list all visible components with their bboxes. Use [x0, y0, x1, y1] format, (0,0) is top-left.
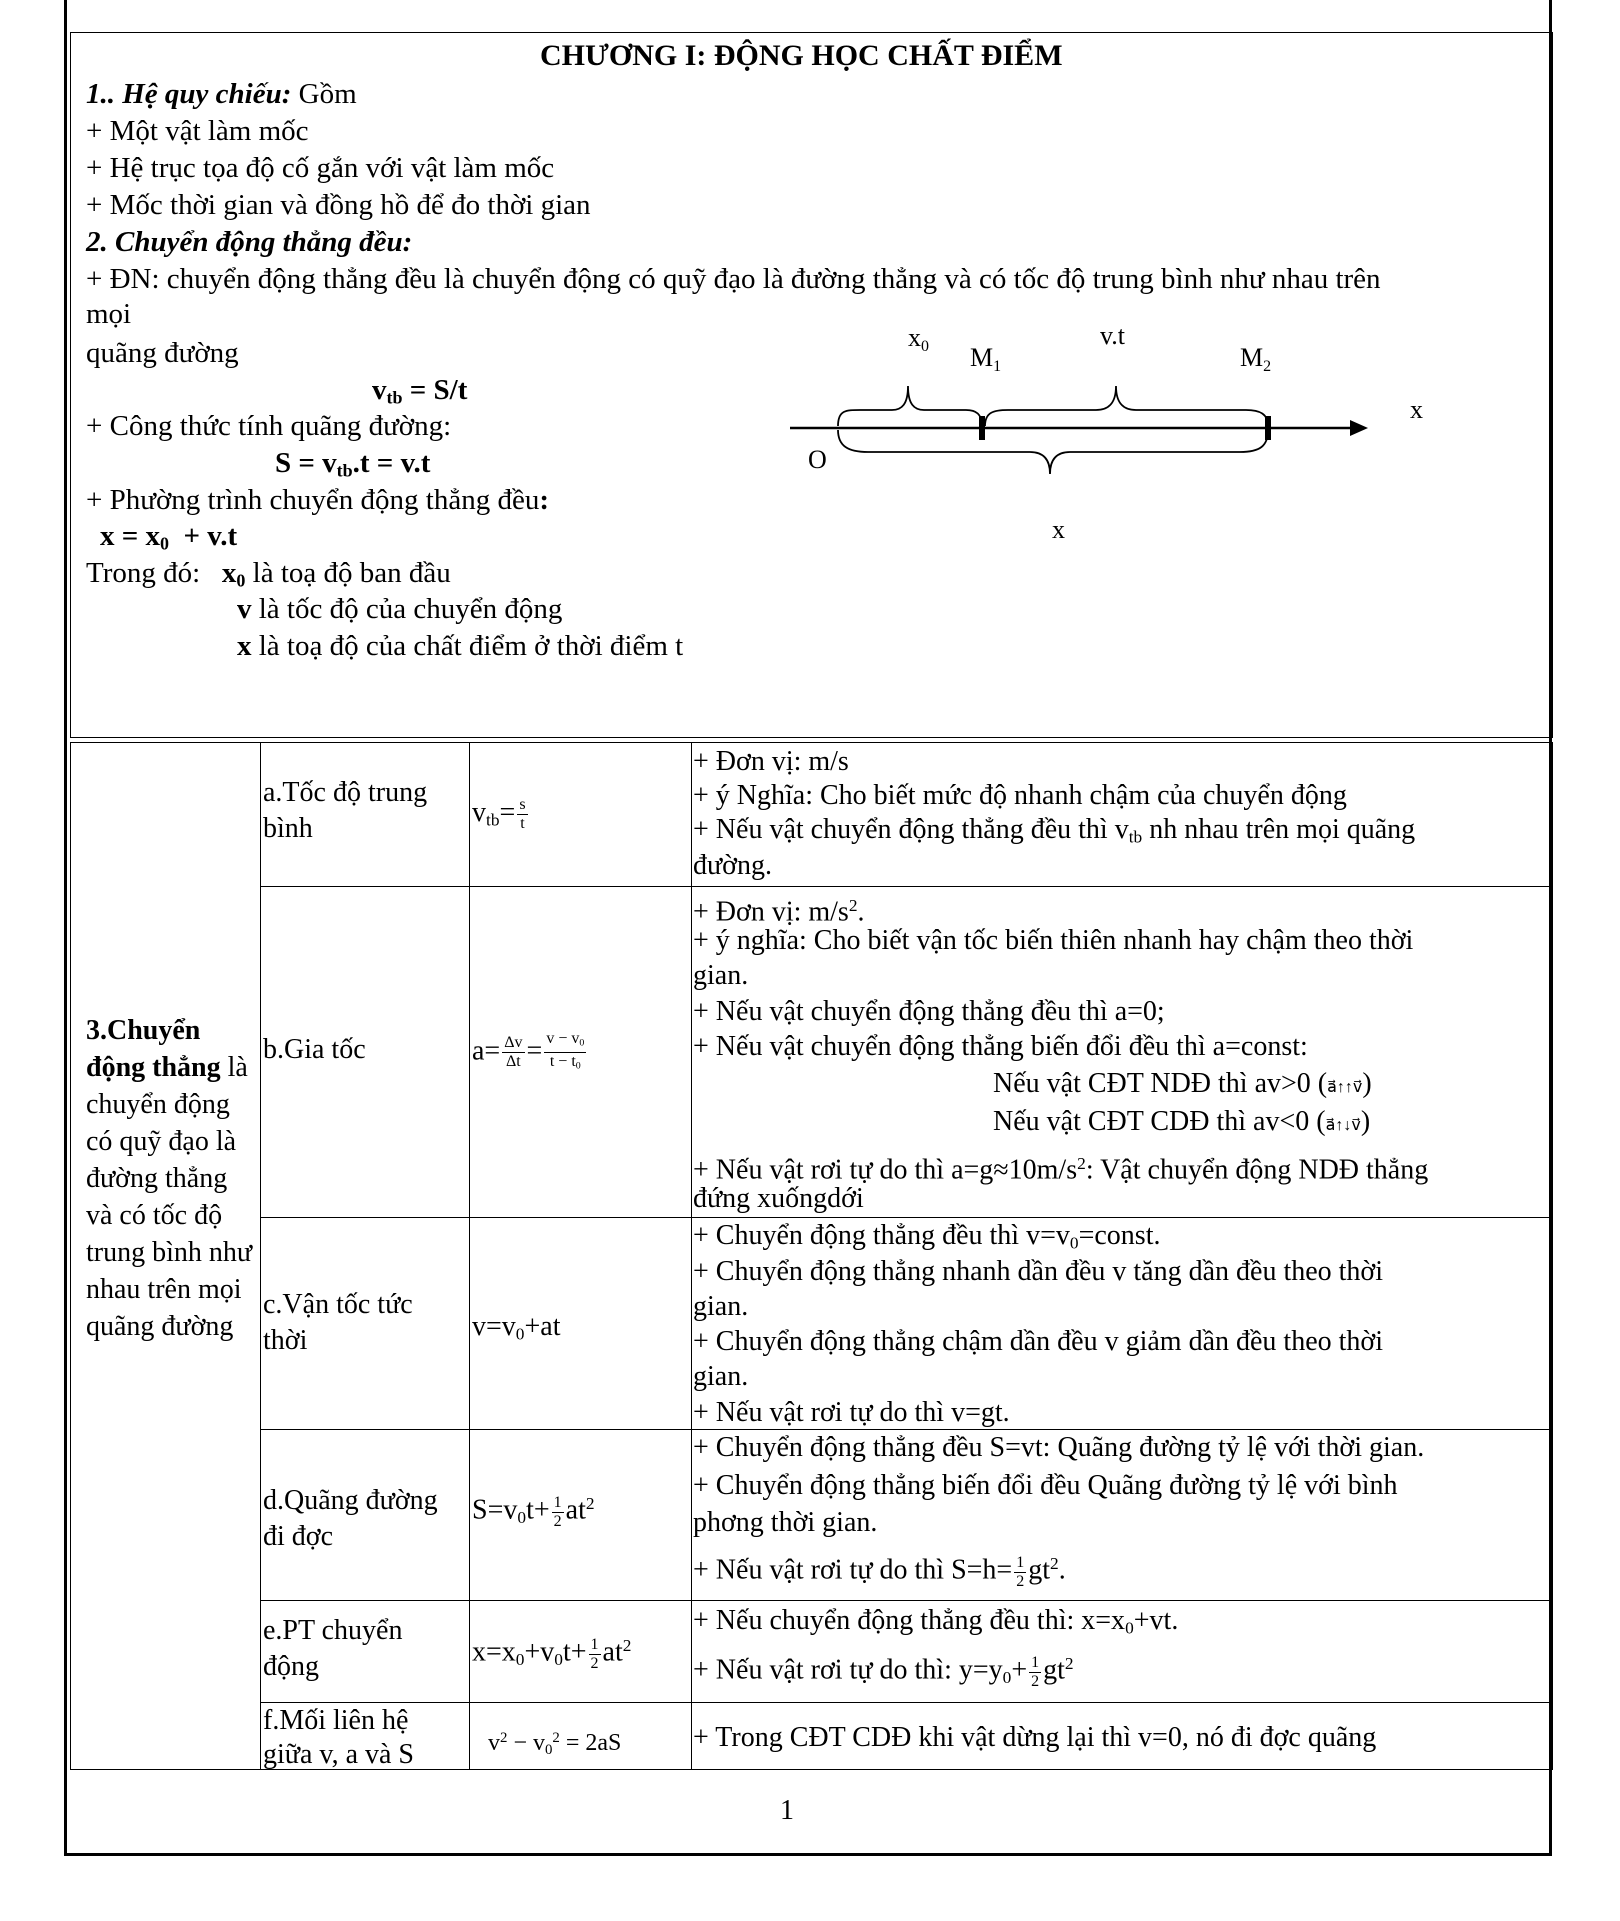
- row-b-line: Nếu vật CĐT CDĐ thì av<0 (a⃗↑↓v⃗): [993, 1106, 1371, 1137]
- label-axis: x: [1410, 395, 1423, 424]
- row-b-line: + Nếu vật chuyển động thẳng đều thì a=0;: [693, 996, 1165, 1027]
- label-origin: O: [808, 445, 827, 474]
- row-c-line: + Chuyển động thẳng đều thì $v=v_0=const$.: [693, 1220, 1161, 1253]
- row-b-line: + ý nghĩa: Cho biết vận tốc biến thiên nhanh hay chậm theo thời: [693, 925, 1414, 956]
- row-a-line: + Nếu vật chuyển động thẳng đều thì $v_{tb}$ nh nhau trên mọi quãng: [693, 814, 1416, 847]
- row-b-line: Nếu vật CĐT NDĐ thì av>0 (a⃗↑↑v⃗): [993, 1068, 1372, 1099]
- formula-b: a= $\frac{\Delta v}{\Delta t}$ = $\frac{v - v_0}{t - t_0}$: [472, 1030, 585, 1072]
- label-x0: x0: [908, 323, 929, 355]
- frame-item: + Hệ trục tọa độ cố gắn với vật làm mốc: [86, 152, 555, 184]
- formula-c: $v=v_0+at$: [472, 1311, 561, 1344]
- brace-vt: [985, 386, 1268, 426]
- row-name-a: a.Tốc độ trung bình: [263, 777, 428, 844]
- row-b-line: đứng xuốngdới: [693, 1183, 864, 1214]
- formula-vtb: $v_{tb} = S/t$: [372, 374, 468, 408]
- row-c-line: + Nếu vật rơi tự do thì v=gt.: [693, 1397, 1010, 1428]
- where-x: x là toạ độ của chất điểm ở thời điểm t: [237, 630, 684, 662]
- row-b-line: gian.: [693, 960, 749, 991]
- formula-s: $S = v_{tb}.t = v.t$: [275, 447, 431, 481]
- frame-heading: 1.. Hệ quy chiếu: Gồm: [86, 78, 357, 110]
- where-v: v là tốc độ của chuyển động: [237, 593, 563, 625]
- row-d-line: phơng thời gian.: [693, 1507, 878, 1538]
- brace-x0: [838, 386, 982, 426]
- row-header: 3.Chuyển động thẳng là chuyển động có quỹ đạo là đường thẳng và có tốc độ trung bình như nhau trên mọi quãng đường: [86, 1015, 253, 1342]
- motion-diagram: [770, 316, 1470, 556]
- row-e-line: + Nếu vật rơi tự do thì: $y=y_0+$ $\frac{1}{2}$ $gt^2$: [693, 1653, 1074, 1690]
- row-d-line: + Nếu vật rơi tự do thì S=h= $\frac{1}{2}$ $gt^2$.: [693, 1553, 1066, 1590]
- row-c-line: gian.: [693, 1291, 749, 1322]
- row-name-f: f.Mối liên hệ giữa v, a và S: [263, 1705, 414, 1770]
- formula-d: $S=v_0t+$ $\frac{1}{2}$ $at^2$: [472, 1493, 595, 1530]
- formula-e: $x=x_0+v_0t+$ $\frac{1}{2}$ $at^2$: [472, 1635, 632, 1672]
- row-c-line: + Chuyển động thẳng nhanh dần đều v tăng dần đều theo thời: [693, 1256, 1384, 1287]
- row-c-line: + Chuyển động thẳng chậm dần đều v giảm dần đều theo thời: [693, 1326, 1384, 1357]
- row-a-line: + ý Nghĩa: Cho biết mức độ nhanh chậm của chuyển động: [693, 780, 1347, 811]
- label-m1: M1: [970, 343, 1002, 375]
- row-e-line: + Nếu chuyển động thẳng đều thì: $x=x_0+vt$.: [693, 1605, 1179, 1638]
- label-m2: M2: [1240, 343, 1272, 375]
- row-c-line: gian.: [693, 1361, 749, 1392]
- row-b-line: + Nếu vật rơi tự do thì $a=g\approx 10m/s^2$: Vật chuyển động NDĐ thẳng: [693, 1154, 1429, 1186]
- label-x-total: x: [1052, 515, 1065, 544]
- where-x0: Trong đó: $x_0$ là toạ độ ban đầu: [86, 557, 451, 591]
- uniform-motion-heading: 2. Chuyển động thẳng đều:: [86, 226, 413, 258]
- axis-arrow-icon: [1350, 420, 1368, 436]
- equation-label: + Phường trình chuyển động thẳng đều:: [86, 484, 550, 516]
- row-d-line: + Chuyển động thẳng biến đổi đều Quãng đường tỷ lệ với bình: [693, 1470, 1398, 1501]
- row-f-line: + Trong CĐT CDĐ khi vật dừng lại thì v=0, nó đi đợc quãng: [693, 1722, 1377, 1753]
- row-name-b: b.Gia tốc: [263, 1034, 366, 1065]
- row-name-c: c.Vận tốc tức thời: [263, 1289, 413, 1356]
- row-d-line: + Chuyển động thẳng đều S=vt: Quãng đường tỷ lệ với thời gian.: [693, 1432, 1425, 1463]
- formula-a: $v_{tb}=$ $\frac{s}{t}$: [472, 796, 526, 833]
- definition-line: + ĐN: chuyển động thẳng đều là chuyển động có quỹ đạo là đường thẳng và có tốc độ trung bình như nhau trên: [86, 263, 1381, 295]
- page-number: 1: [780, 1795, 794, 1826]
- frame-item: + Một vật làm mốc: [86, 115, 309, 147]
- row-b-line: + Nếu vật chuyển động thẳng biến đổi đều thì a=const:: [693, 1031, 1308, 1062]
- path-formula-label: + Công thức tính quãng đường:: [86, 410, 452, 442]
- brace-x: [838, 430, 1268, 474]
- row-a-line: + Đơn vị: m/s: [693, 746, 849, 777]
- definition-line: quãng đường: [86, 337, 239, 369]
- row-name-e: e.PT chuyển động: [263, 1615, 403, 1682]
- frame-item: + Mốc thời gian và đồng hồ để đo thời gian: [86, 189, 591, 221]
- chapter-title: CHƯƠNG I: ĐỘNG HỌC CHẤT ĐIỂM: [540, 39, 1063, 72]
- row-a-line: đường.: [693, 850, 772, 881]
- row-name-d: d.Quãng đường đi đợc: [263, 1485, 438, 1552]
- formula-x: $x = x_0 + v.t$: [100, 520, 238, 554]
- row-b-line: + Đơn vị: $m/s^2$.: [693, 896, 865, 928]
- formula-f: $v^2 - v_0^2 = 2aS$: [488, 1730, 622, 1758]
- label-vt: v.t: [1100, 321, 1126, 350]
- definition-line: mọi: [86, 298, 132, 330]
